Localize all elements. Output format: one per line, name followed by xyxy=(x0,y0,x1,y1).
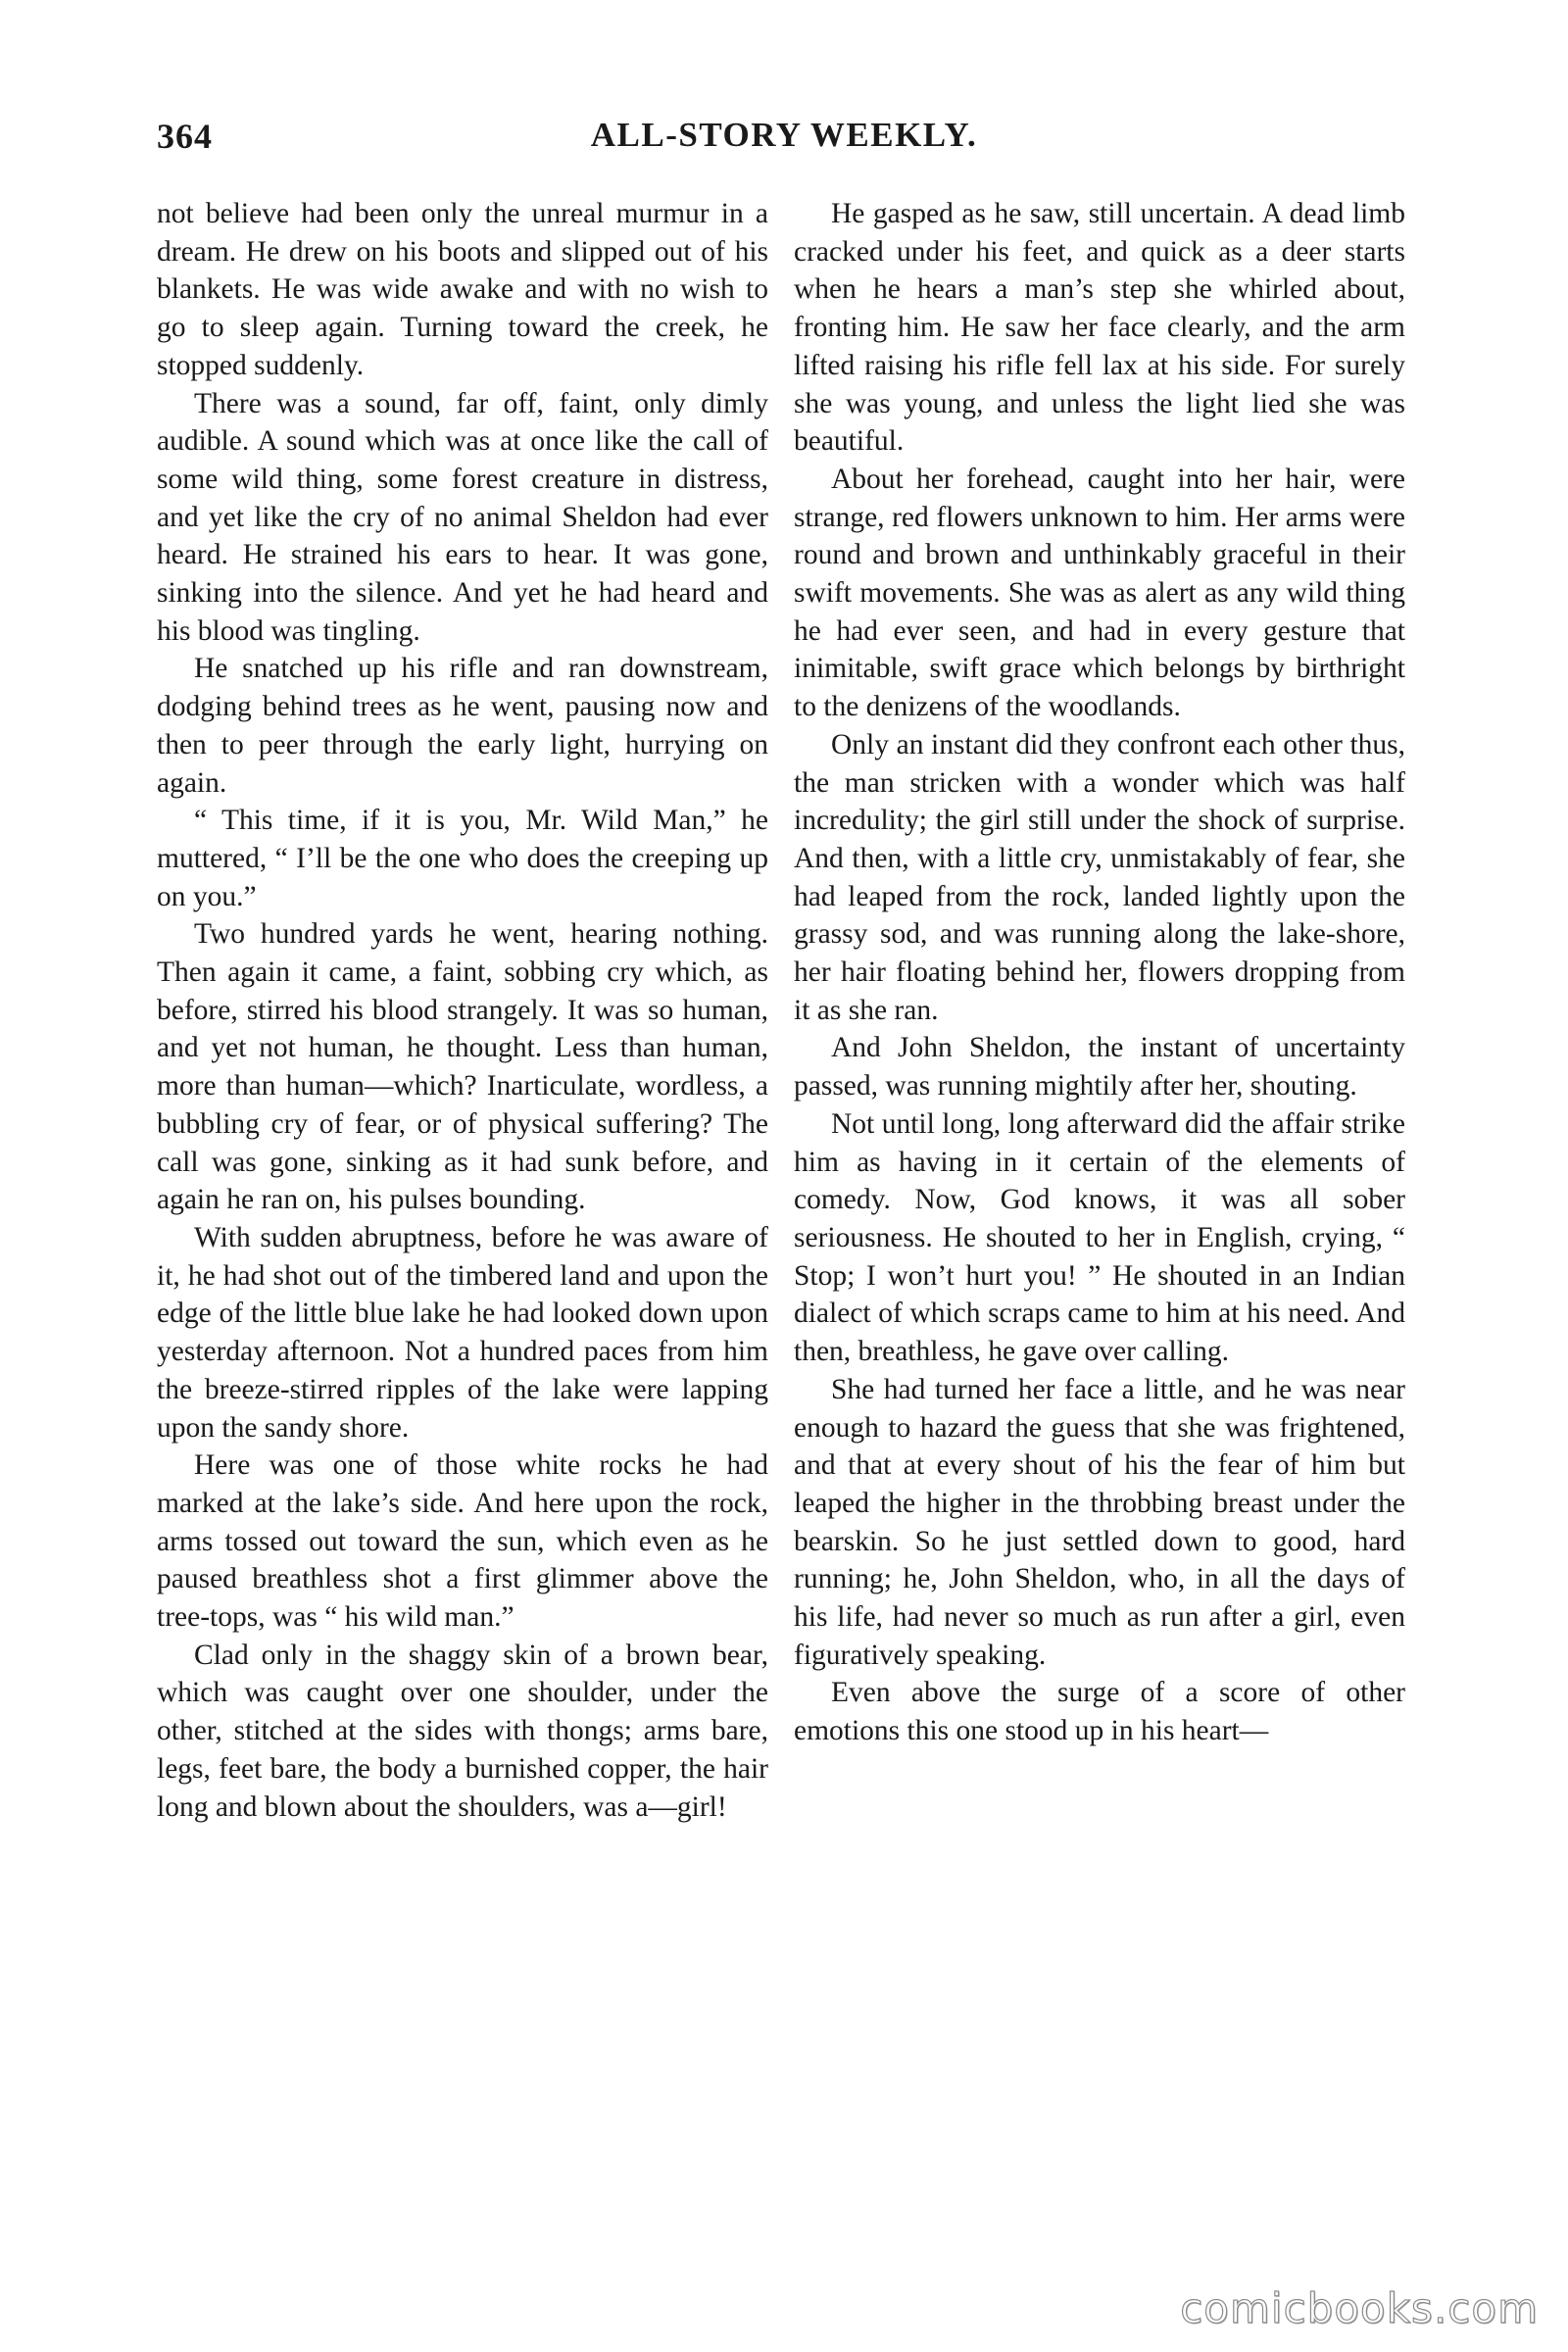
paragraph: “ This time, if it is you, Mr. Wild Man,” he muttered, “ I’ll be the one who does the creeping up on you.” xyxy=(157,805,768,912)
paragraph: And John Sheldon, the instant of uncertainty passed, was running mightily after her, shouting. xyxy=(794,1032,1405,1102)
paragraph: About her forehead, caught into her hair, were strange, red flowers unknown to him. Her arms were round and brown and unthinkably graceful in their swift movements. She was as alert as any wild thing he had ever seen, and had in every gesture that inimitable, swift grace which belongs by birthright to the denizens of the woodlands. xyxy=(794,463,1405,723)
paragraph: He gasped as he saw, still uncertain. A dead limb cracked under his feet, and quick as a deer starts when he hears a man’s step she whirled about, fronting him. He saw her face clearly, and the arm lifted raising his rifle fell lax at his side. For surely she was young, and unless the light lied she was beautiful. xyxy=(794,198,1405,458)
paragraph: Here was one of those white rocks he had marked at the lake’s side. And here upon the rock, arms tossed out toward the sun, which even as he paused breathless shot a first glimmer above the tree-tops, was “ his wild man.” xyxy=(157,1449,768,1634)
paragraph: There was a sound, far off, faint, only dimly audible. A sound which was at once like the call of some wild thing, some forest creature in distress, and yet like the cry of no animal Sheldon had ever heard. He strained his ears to hear. It was gone, sinking into the silence. And yet he had heard and his blood was tingling. xyxy=(157,387,768,647)
paragraph: He snatched up his rifle and ran downstream, dodging behind trees as he went, pausing now and then to peer through the early light, hurrying on again. xyxy=(157,653,768,799)
watermark: comicbooks.com xyxy=(1180,2284,1539,2332)
running-head: ALL-STORY WEEKLY. xyxy=(590,116,978,154)
left-column xyxy=(157,195,768,1826)
paragraph: Even above the surge of a score of other emotions this one stood up in his heart— xyxy=(794,1677,1405,1747)
paragraph: Two hundred yards he went, hearing nothing. Then again it came, a faint, sobbing cry which, as before, stirred his blood strangely. It was so human, and yet not human, he thought. Less than human, more than human—which? Inarticulate, wordless, a bubbling cry of fear, or of physical suffering? The call was gone, sinking as it had sunk before, and again he ran on, his pulses bounding. xyxy=(157,918,768,1216)
paragraph: She had turned her face a little, and he was near enough to hazard the guess that she was frightened, and that at every shout of his the fear of him but leaped the higher in the throbbing breast under the bearskin. So he just settled down to good, hard running; he, John Sheldon, who, in all the days of his life, had never so much as run after a girl, even figuratively speaking. xyxy=(794,1373,1405,1671)
paragraph: Not until long, long afterward did the affair strike him as having in it certain of the elements of comedy. Now, God knows, it was all sober seriousness. He shouted to her in English, crying, “ Stop; I won’t hurt you! ” He shouted in an Indian dialect of which scraps came to him at his need. And then, breathless, he gave over calling. xyxy=(794,1107,1405,1368)
right-column xyxy=(794,195,1405,1750)
paragraph: Only an instant did they confront each other thus, the man stricken with a wonder which was half incredulity; the girl still under the shock of surprise. And then, with a little cry, unmistakably of fear, she had leaped from the rock, landed lightly upon the grassy sod, and was running along the lake-shore, her hair floating behind her, flowers dropping from it as she ran. xyxy=(794,728,1405,1026)
page-number: 364 xyxy=(157,117,213,156)
page-header xyxy=(0,116,1568,174)
paragraph: Clad only in the shaggy skin of a brown bear, which was caught over one shoulder, under the other, stitched at the sides with thongs; arms bare, legs, feet bare, the body a burnished copper, the hair long and blown about the shoulders, was a—girl! xyxy=(157,1639,768,1823)
paragraph: With sudden abruptness, before he was aware of it, he had shot out of the timbered land and upon the edge of the little blue lake he had looked down upon yesterday afternoon. Not a hundred paces from him the breeze-stirred ripples of the lake were lapping upon the sandy shore. xyxy=(157,1221,768,1444)
paragraph: not believe had been only the unreal murmur in a dream. He drew on his boots and slipped out of his blankets. He was wide awake and with no wish to go to sleep again. Turning toward the creek, he stopped suddenly. xyxy=(157,198,768,381)
